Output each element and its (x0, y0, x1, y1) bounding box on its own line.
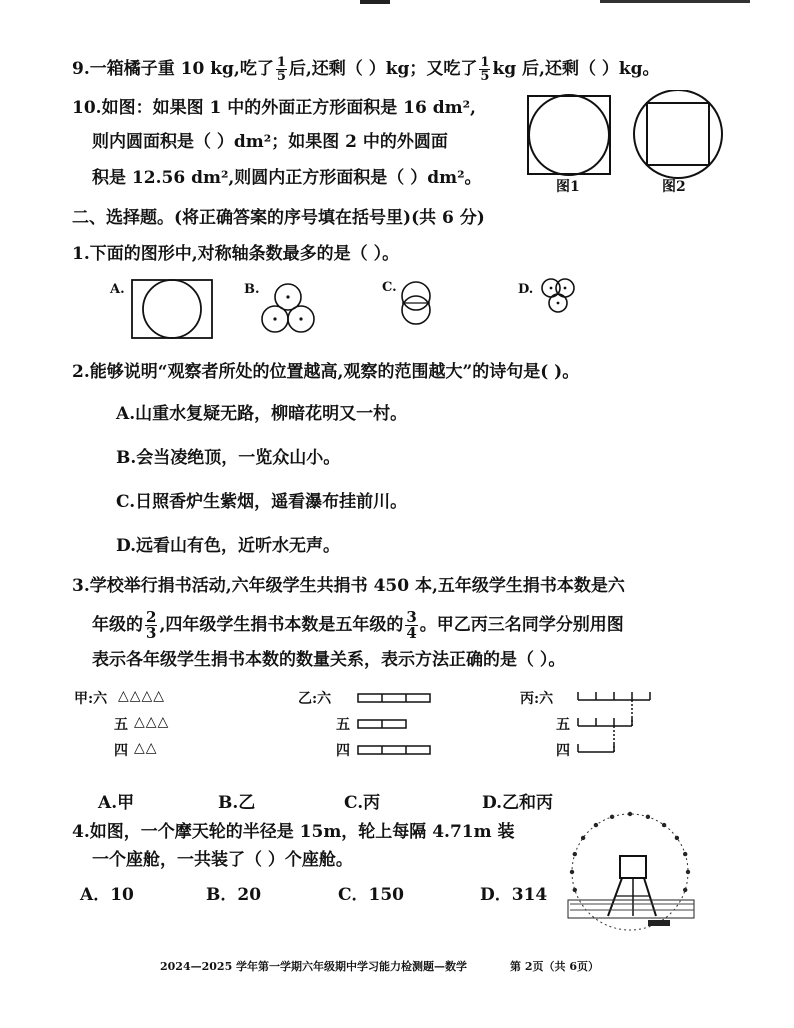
choice-question-4-line-1: 4.如图，一个摩天轮的半径是 15m，轮上每隔 4.71m 装 (72, 822, 515, 842)
q9-text-2: 后,还剩（ ）kg；又吃了 (288, 59, 478, 79)
option-b-three-circles (262, 284, 314, 332)
bing-five-label: 五 (556, 717, 570, 733)
footer-page-number: 第 2页（共 6页） (510, 960, 599, 973)
choice-question-2: 2.能够说明“观察者所处的位置越高,观察的范围越大”的诗句是( )。 (72, 362, 580, 382)
question-10-line-3: 积是 12.56 dm²,则圆内正方形面积是（ ）dm²。 (92, 168, 482, 188)
section-2-title: 二、选择题。(将正确答案的序号填在括号里)(共 6 分) (72, 208, 485, 228)
scan-mark-right (600, 0, 750, 3)
jia-six-triangles: △△△△ (118, 688, 166, 704)
ferris-wheel-image (560, 796, 700, 936)
c4-option-d: D．314 (480, 885, 548, 905)
jia-four-triangles: △△ (134, 740, 158, 756)
yi-four-label: 四 (336, 743, 350, 759)
bing-label: 丙:六 (520, 691, 554, 707)
c3-option-a: A.甲 (98, 793, 135, 813)
option-a-square-circle (132, 280, 212, 338)
choice-question-4-line-2: 一个座舱，一共装了（ ）个座舱。 (92, 850, 353, 870)
figure-1-caption: 图1 (556, 179, 580, 195)
bing-four-label: 四 (556, 743, 570, 759)
fraction: $\frac{3}{4}$ (406, 608, 417, 642)
c2-option-b: B.会当凌绝顶，一览众山小。 (116, 448, 341, 468)
figure-2-circle-with-square (634, 90, 722, 178)
c2-option-d: D.远看山有色，近听水无声。 (116, 536, 341, 556)
yi-bar-diagram (356, 688, 436, 764)
fraction: $\frac{1}{5}$ (480, 55, 490, 84)
c4-option-b: B．20 (206, 885, 262, 905)
choice-question-3-line-2: 年级的 $\frac{2}{3}$ ,四年级学生捐书本数是五年级的 $\frac{3}{4}$ 。甲乙丙三名同学分别用图 (92, 608, 624, 642)
question-10-line-2: 则内圆面积是（ ）dm²；如果图 2 中的外圆面 (92, 132, 448, 152)
c4-option-a: A．10 (80, 885, 134, 905)
q10-figures (520, 90, 730, 190)
c1-label-d: D. (518, 282, 534, 297)
figure-2-caption: 图2 (662, 179, 686, 195)
c1-label-b: B. (244, 282, 260, 297)
footer-title: 2024—2025 学年第一学期六年级期中学习能力检测题—数学 (160, 960, 468, 973)
choice-question-3-line-3: 表示各年级学生捐书本数的数量关系，表示方法正确的是（ ）。 (92, 650, 566, 670)
yi-label: 乙:六 (298, 691, 332, 707)
c2-option-c: C.日照香炉生紫烟，遥看瀑布挂前川。 (116, 492, 408, 512)
c1-figures (120, 272, 590, 342)
choice-question-1: 1.下面的图形中,对称轴条数最多的是（ ）。 (72, 244, 400, 264)
option-d-three-circles (542, 279, 574, 312)
question-9 (72, 56, 660, 83)
c4-option-c: C．150 (338, 885, 405, 905)
c3-option-b: B.乙 (218, 793, 256, 813)
c3-option-c: C.丙 (344, 793, 381, 813)
c2-option-a: A.山重水复疑无路，柳暗花明又一村。 (116, 404, 408, 424)
choice-question-3-line-1: 3.学校举行捐书活动,六年级学生共捐书 450 本,五年级学生捐书本数是六 (72, 576, 625, 596)
question-10-line-1: 10.如图：如果图 1 中的外面正方形面积是 16 dm², (72, 98, 476, 118)
yi-five-label: 五 (336, 717, 350, 733)
q9-text-1: 9.一箱橘子重 10 kg,吃了 (72, 59, 274, 79)
c3-option-d: D.乙和丙 (482, 793, 554, 813)
fraction: $\frac{1}{5}$ (276, 55, 286, 84)
c1-label-a: A. (110, 282, 125, 297)
jia-five-label: 五 (114, 717, 128, 733)
scan-mark-left (360, 0, 390, 4)
figure-1-square-with-circle (528, 95, 610, 175)
fraction: $\frac{2}{3}$ (146, 608, 157, 642)
q9-text-3: kg 后,还剩（ ）kg。 (492, 59, 660, 79)
bing-segment-diagram (574, 688, 654, 764)
jia-four-label: 四 (114, 743, 128, 759)
jia-five-triangles: △△△ (134, 714, 170, 730)
c1-label-c: C. (382, 280, 397, 295)
option-c-overlapping-circles (402, 282, 430, 324)
jia-label: 甲:六 (74, 691, 108, 707)
